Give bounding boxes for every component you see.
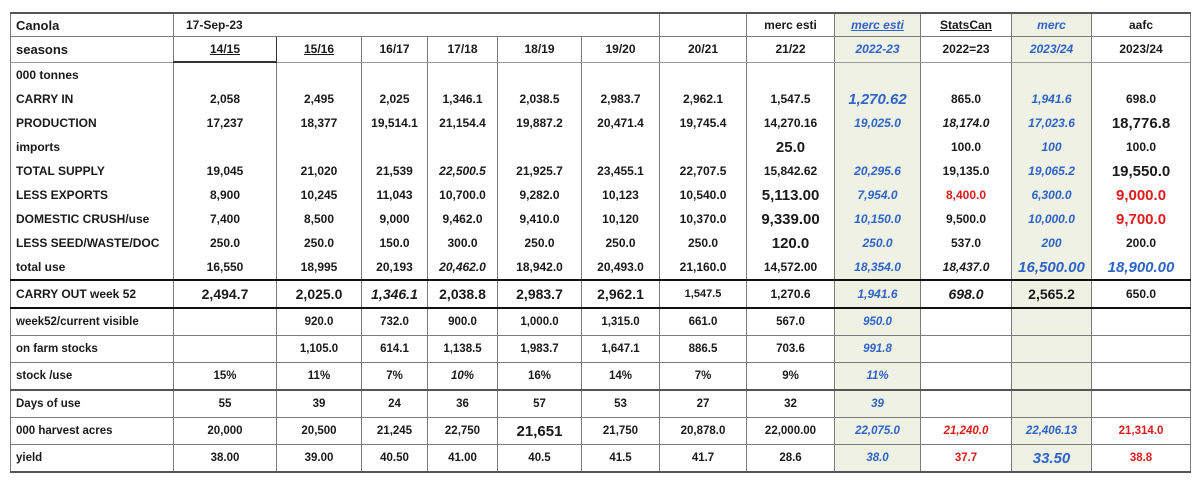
- table-cell: 21,651: [498, 418, 582, 445]
- table-cell: 39: [277, 390, 362, 418]
- table-cell: 36: [428, 390, 498, 418]
- table-cell: 10,540.0: [660, 183, 747, 207]
- table-cell: 1,315.0: [582, 308, 660, 336]
- table-cell: 7%: [362, 363, 428, 391]
- table-cell: 8,500: [277, 207, 362, 231]
- statscan-header: StatsCan: [921, 13, 1012, 37]
- table-cell: 18,377: [277, 111, 362, 135]
- table-cell: 16,550: [174, 255, 277, 280]
- table-cell: 20,193: [362, 255, 428, 280]
- table-cell: 19,025.0: [835, 111, 921, 135]
- table-cell: 1,000.0: [498, 308, 582, 336]
- table-cell: 8,900: [174, 183, 277, 207]
- table-cell: 11%: [835, 363, 921, 391]
- row-label: week52/current visible: [11, 308, 174, 336]
- season-cell: 2022-23: [835, 37, 921, 63]
- table-cell: 16%: [498, 363, 582, 391]
- table-row: [11, 159, 1191, 183]
- table-cell: 27: [660, 390, 747, 418]
- season-cell: 17/18: [428, 37, 498, 63]
- canola-balance-sheet: [10, 12, 1190, 473]
- table-cell: 32: [747, 390, 835, 418]
- table-row: [11, 336, 1191, 363]
- table-cell: 21,160.0: [660, 255, 747, 280]
- table-cell: 9,339.00: [747, 207, 835, 231]
- table-cell: 17,023.6: [1012, 111, 1092, 135]
- table-cell: 25.0: [747, 135, 835, 159]
- table-cell: 661.0: [660, 308, 747, 336]
- season-cell: 19/20: [582, 37, 660, 63]
- table-cell: 10,700.0: [428, 183, 498, 207]
- season-cell: 14/15: [174, 37, 277, 63]
- carry-out-row: [11, 280, 1191, 308]
- table-cell: 10,120: [582, 207, 660, 231]
- table-cell: [1092, 363, 1191, 391]
- units-label: 000 tonnes: [11, 62, 174, 87]
- table-cell: 18,354.0: [835, 255, 921, 280]
- table-cell: 250.0: [835, 231, 921, 255]
- row-label: TOTAL SUPPLY: [11, 159, 174, 183]
- carry-out-cell: 2,494.7: [174, 280, 277, 308]
- table-cell: 920.0: [277, 308, 362, 336]
- table-cell: 5,113.00: [747, 183, 835, 207]
- table-cell: 703.6: [747, 336, 835, 363]
- table-cell: 250.0: [498, 231, 582, 255]
- table-cell: 19,550.0: [1092, 159, 1191, 183]
- acreage-rows: [11, 390, 1191, 472]
- carry-out-cell: 2,983.7: [498, 280, 582, 308]
- table-row: [11, 363, 1191, 391]
- table-cell: [174, 135, 277, 159]
- table-cell: [921, 390, 1012, 418]
- table-cell: 20,000: [174, 418, 277, 445]
- row-label: on farm stocks: [11, 336, 174, 363]
- table-cell: 21,925.7: [498, 159, 582, 183]
- table-cell: [362, 135, 428, 159]
- table-cell: [498, 135, 582, 159]
- table-cell: 38.0: [835, 445, 921, 473]
- table-cell: [1012, 336, 1092, 363]
- table-cell: 15%: [174, 363, 277, 391]
- row-label: DOMESTIC CRUSH/use: [11, 207, 174, 231]
- table-cell: 40.5: [498, 445, 582, 473]
- table-cell: 18,995: [277, 255, 362, 280]
- season-cell: 21/22: [747, 37, 835, 63]
- table-cell: 1,105.0: [277, 336, 362, 363]
- table-cell: 20,493.0: [582, 255, 660, 280]
- table-row: [11, 207, 1191, 231]
- table-cell: 21,240.0: [921, 418, 1012, 445]
- season-cell: 16/17: [362, 37, 428, 63]
- carry-out-cell: 1,547.5: [660, 280, 747, 308]
- table-cell: 39: [835, 390, 921, 418]
- row-label: Days of use: [11, 390, 174, 418]
- table-cell: 1,346.1: [428, 87, 498, 111]
- table-cell: 698.0: [1092, 87, 1191, 111]
- carry-out-cell: 1,346.1: [362, 280, 428, 308]
- table-cell: 9,410.0: [498, 207, 582, 231]
- season-cell: 2023/24: [1012, 37, 1092, 63]
- table-cell: [660, 135, 747, 159]
- carry-out-cell: 2,025.0: [277, 280, 362, 308]
- table-cell: 200.0: [1092, 231, 1191, 255]
- row-label: stock /use: [11, 363, 174, 391]
- table-row: [11, 390, 1191, 418]
- table-row: [11, 135, 1191, 159]
- table-cell: [1092, 308, 1191, 336]
- sheet-date: 17-Sep-23: [174, 13, 660, 37]
- table-cell: 10%: [428, 363, 498, 391]
- table-row: [11, 111, 1191, 135]
- table-row: [11, 418, 1191, 445]
- table-cell: 250.0: [174, 231, 277, 255]
- table-cell: 17,237: [174, 111, 277, 135]
- table-row: [11, 183, 1191, 207]
- table-cell: 20,878.0: [660, 418, 747, 445]
- merc-esti-header: merc esti: [747, 13, 835, 37]
- table-cell: 14,572.00: [747, 255, 835, 280]
- carry-out-cell: 2,038.8: [428, 280, 498, 308]
- table-cell: 23,455.1: [582, 159, 660, 183]
- table-cell: 20,462.0: [428, 255, 498, 280]
- table-cell: 2,983.7: [582, 87, 660, 111]
- table-cell: 7%: [660, 363, 747, 391]
- table-cell: 150.0: [362, 231, 428, 255]
- table-cell: 21,245: [362, 418, 428, 445]
- row-label: imports: [11, 135, 174, 159]
- table-cell: 732.0: [362, 308, 428, 336]
- units-row: [11, 62, 1191, 87]
- table-cell: [921, 308, 1012, 336]
- table-cell: 1,270.62: [835, 87, 921, 111]
- table-cell: 614.1: [362, 336, 428, 363]
- table-cell: 40.50: [362, 445, 428, 473]
- table-cell: 9,282.0: [498, 183, 582, 207]
- table-cell: 19,135.0: [921, 159, 1012, 183]
- table-cell: 7,954.0: [835, 183, 921, 207]
- table-cell: [1012, 308, 1092, 336]
- table-cell: 18,942.0: [498, 255, 582, 280]
- table-cell: 2,058: [174, 87, 277, 111]
- table-cell: 21,539: [362, 159, 428, 183]
- table-cell: 9%: [747, 363, 835, 391]
- table-row: [11, 308, 1191, 336]
- table-cell: 16,500.00: [1012, 255, 1092, 280]
- table-row: [11, 445, 1191, 473]
- table-cell: 18,776.8: [1092, 111, 1191, 135]
- table-cell: 2,495: [277, 87, 362, 111]
- table-row: [11, 231, 1191, 255]
- table-cell: 20,295.6: [835, 159, 921, 183]
- carry-out-label: CARRY OUT week 52: [11, 280, 174, 308]
- table-cell: 22,000.00: [747, 418, 835, 445]
- table-cell: 22,075.0: [835, 418, 921, 445]
- sheet-title: Canola: [11, 13, 174, 37]
- table-cell: 19,745.4: [660, 111, 747, 135]
- blank-header: [660, 13, 747, 37]
- table-cell: 41.7: [660, 445, 747, 473]
- table-cell: 41.00: [428, 445, 498, 473]
- table-cell: 21,314.0: [1092, 418, 1191, 445]
- table-cell: 53: [582, 390, 660, 418]
- title-row: [11, 13, 1191, 37]
- table-cell: 10,150.0: [835, 207, 921, 231]
- table-cell: 10,245: [277, 183, 362, 207]
- season-cell: 2022=23: [921, 37, 1012, 63]
- table-cell: 10,000.0: [1012, 207, 1092, 231]
- season-cell: 15/16: [277, 37, 362, 63]
- table-cell: [1012, 390, 1092, 418]
- table-cell: 567.0: [747, 308, 835, 336]
- seasons-row: [11, 37, 1191, 63]
- carry-out-cell: 650.0: [1092, 280, 1191, 308]
- table-cell: 33.50: [1012, 445, 1092, 473]
- stocks-rows: [11, 308, 1191, 390]
- row-label: CARRY IN: [11, 87, 174, 111]
- table-cell: 250.0: [660, 231, 747, 255]
- table-cell: 10,370.0: [660, 207, 747, 231]
- table-cell: 1,983.7: [498, 336, 582, 363]
- table-cell: 20,471.4: [582, 111, 660, 135]
- table-cell: 19,887.2: [498, 111, 582, 135]
- table-cell: 250.0: [582, 231, 660, 255]
- table-cell: 537.0: [921, 231, 1012, 255]
- balance-table: [10, 12, 1191, 473]
- table-cell: [1012, 363, 1092, 391]
- table-cell: 865.0: [921, 87, 1012, 111]
- table-cell: [174, 308, 277, 336]
- table-cell: 18,174.0: [921, 111, 1012, 135]
- carry-out-cell: 698.0: [921, 280, 1012, 308]
- table-cell: 19,065.2: [1012, 159, 1092, 183]
- carry-out-cell: 1,270.6: [747, 280, 835, 308]
- table-cell: 19,514.1: [362, 111, 428, 135]
- table-cell: 100: [1012, 135, 1092, 159]
- table-cell: 28.6: [747, 445, 835, 473]
- row-label: LESS EXPORTS: [11, 183, 174, 207]
- table-cell: 200: [1012, 231, 1092, 255]
- table-cell: 100.0: [921, 135, 1012, 159]
- carry-out-cell: 2,565.2: [1012, 280, 1092, 308]
- table-cell: 8,400.0: [921, 183, 1012, 207]
- table-cell: [428, 135, 498, 159]
- seasons-label: seasons: [11, 37, 174, 63]
- table-cell: 22,406.13: [1012, 418, 1092, 445]
- row-label: total use: [11, 255, 174, 280]
- merc-header: merc: [1012, 13, 1092, 37]
- table-cell: 1,138.5: [428, 336, 498, 363]
- table-cell: 19,045: [174, 159, 277, 183]
- table-cell: 2,038.5: [498, 87, 582, 111]
- table-cell: 9,500.0: [921, 207, 1012, 231]
- table-cell: 9,000: [362, 207, 428, 231]
- table-cell: 100.0: [1092, 135, 1191, 159]
- table-cell: 41.5: [582, 445, 660, 473]
- table-cell: 18,437.0: [921, 255, 1012, 280]
- table-cell: 55: [174, 390, 277, 418]
- table-cell: 11%: [277, 363, 362, 391]
- merc-esti-link-header[interactable]: merc esti: [835, 13, 921, 37]
- table-cell: 38.00: [174, 445, 277, 473]
- table-cell: [1092, 390, 1191, 418]
- table-cell: 39.00: [277, 445, 362, 473]
- table-cell: 10,123: [582, 183, 660, 207]
- carry-out-cell: 1,941.6: [835, 280, 921, 308]
- table-cell: 21,020: [277, 159, 362, 183]
- table-cell: [921, 336, 1012, 363]
- table-cell: 9,700.0: [1092, 207, 1191, 231]
- row-label: LESS SEED/WASTE/DOC: [11, 231, 174, 255]
- table-cell: 950.0: [835, 308, 921, 336]
- season-cell: 20/21: [660, 37, 747, 63]
- table-cell: 57: [498, 390, 582, 418]
- table-cell: 14,270.16: [747, 111, 835, 135]
- table-cell: [835, 135, 921, 159]
- table-cell: [921, 363, 1012, 391]
- table-cell: 9,000.0: [1092, 183, 1191, 207]
- table-cell: [1092, 336, 1191, 363]
- table-cell: 38.8: [1092, 445, 1191, 473]
- table-cell: 22,750: [428, 418, 498, 445]
- table-cell: 14%: [582, 363, 660, 391]
- table-cell: 37.7: [921, 445, 1012, 473]
- table-cell: [582, 135, 660, 159]
- table-cell: 24: [362, 390, 428, 418]
- table-cell: 21,750: [582, 418, 660, 445]
- table-cell: 22,500.5: [428, 159, 498, 183]
- row-label: 000 harvest acres: [11, 418, 174, 445]
- table-cell: 250.0: [277, 231, 362, 255]
- table-cell: 900.0: [428, 308, 498, 336]
- table-cell: 300.0: [428, 231, 498, 255]
- table-cell: 7,400: [174, 207, 277, 231]
- table-cell: 22,707.5: [660, 159, 747, 183]
- table-row: [11, 87, 1191, 111]
- table-cell: 6,300.0: [1012, 183, 1092, 207]
- table-cell: 2,962.1: [660, 87, 747, 111]
- table-cell: 120.0: [747, 231, 835, 255]
- supply-use-rows: [11, 87, 1191, 280]
- table-cell: 2,025: [362, 87, 428, 111]
- table-cell: 886.5: [660, 336, 747, 363]
- table-cell: 21,154.4: [428, 111, 498, 135]
- row-label: PRODUCTION: [11, 111, 174, 135]
- row-label: yield: [11, 445, 174, 473]
- table-cell: 15,842.62: [747, 159, 835, 183]
- table-row: [11, 255, 1191, 280]
- table-cell: 11,043: [362, 183, 428, 207]
- table-cell: 1,647.1: [582, 336, 660, 363]
- table-cell: [277, 135, 362, 159]
- aafc-header: aafc: [1092, 13, 1191, 37]
- table-cell: 20,500: [277, 418, 362, 445]
- season-cell: 2023/24: [1092, 37, 1191, 63]
- season-cell: 18/19: [498, 37, 582, 63]
- table-cell: 1,547.5: [747, 87, 835, 111]
- carry-out-cell: 2,962.1: [582, 280, 660, 308]
- table-cell: 18,900.00: [1092, 255, 1191, 280]
- table-cell: [174, 336, 277, 363]
- table-cell: 991.8: [835, 336, 921, 363]
- table-cell: 1,941.6: [1012, 87, 1092, 111]
- table-cell: 9,462.0: [428, 207, 498, 231]
